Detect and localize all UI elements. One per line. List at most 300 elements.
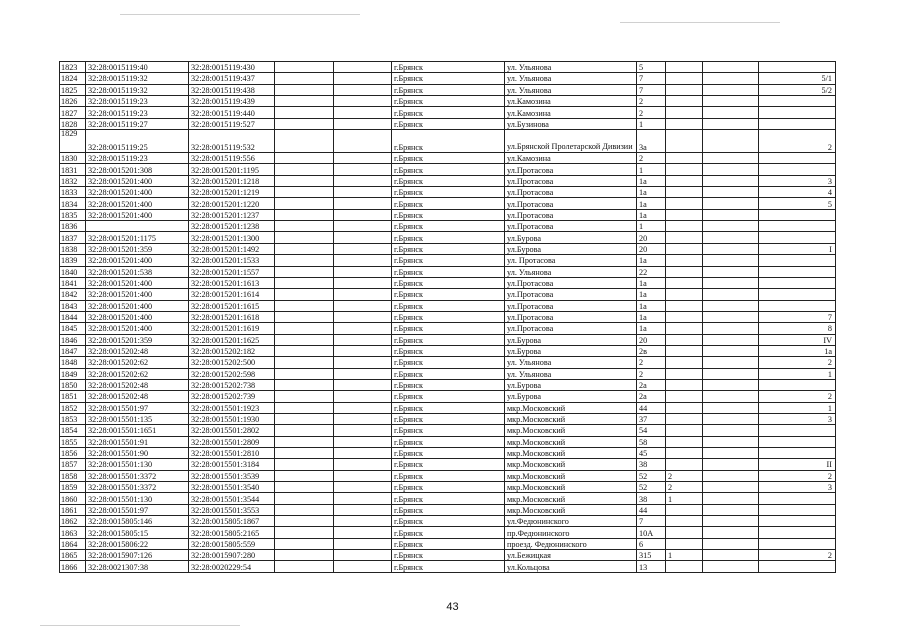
parcel-cadastral-number-cell: 32:28:0015202:62 bbox=[86, 357, 189, 368]
room-number-cell bbox=[759, 504, 836, 515]
street-cell: ул.Камозина bbox=[505, 107, 637, 118]
parcel-cadastral-number-cell: 32:28:0015201:538 bbox=[86, 266, 189, 277]
house-number-cell: 1а bbox=[637, 300, 666, 311]
street-cell: мкр.Московский bbox=[505, 425, 637, 436]
blank-column-a-cell bbox=[275, 436, 334, 447]
house-number-cell: 37 bbox=[637, 413, 666, 424]
table-row bbox=[60, 118, 836, 129]
table-row bbox=[60, 130, 836, 153]
object-cadastral-number-cell: 32:28:0015202:738 bbox=[189, 379, 275, 390]
object-cadastral-number-cell: 32:28:0015202:598 bbox=[189, 368, 275, 379]
street-cell: мкр.Московский bbox=[505, 448, 637, 459]
house-number-cell: 2 bbox=[637, 368, 666, 379]
object-cadastral-number-cell: 32:28:0015201:1614 bbox=[189, 289, 275, 300]
street-cell: ул.Протасова bbox=[505, 289, 637, 300]
blank-column-b-cell bbox=[334, 391, 392, 402]
street-cell: ул.Протасова bbox=[505, 175, 637, 186]
row-number-cell: 1848 bbox=[60, 357, 86, 368]
blank-column-a-cell bbox=[275, 368, 334, 379]
apartment-number-cell bbox=[703, 96, 759, 107]
object-cadastral-number-cell: 32:28:0015501:3553 bbox=[189, 504, 275, 515]
room-number-cell bbox=[759, 255, 836, 266]
street-cell: мкр.Московский bbox=[505, 413, 637, 424]
building-number-cell bbox=[666, 175, 703, 186]
object-cadastral-number-cell: 32:28:0015501:2810 bbox=[189, 448, 275, 459]
parcel-cadastral-number-cell: 32:28:0015201:400 bbox=[86, 277, 189, 288]
house-number-cell: 6 bbox=[637, 538, 666, 549]
object-cadastral-number-cell: 32:28:0015201:1219 bbox=[189, 187, 275, 198]
city-cell: г.Брянск bbox=[392, 504, 505, 515]
blank-column-a-cell bbox=[275, 300, 334, 311]
city-cell: г.Брянск bbox=[392, 118, 505, 129]
row-number-cell: 1830 bbox=[60, 153, 86, 164]
blank-column-b-cell bbox=[334, 175, 392, 186]
city-cell: г.Брянск bbox=[392, 357, 505, 368]
house-number-cell: 45 bbox=[637, 448, 666, 459]
blank-column-b-cell bbox=[334, 470, 392, 481]
room-number-cell bbox=[759, 107, 836, 118]
building-number-cell bbox=[666, 311, 703, 322]
blank-column-a-cell bbox=[275, 73, 334, 84]
parcel-cadastral-number-cell: 32:28:0015119:23 bbox=[86, 153, 189, 164]
row-number-cell: 1846 bbox=[60, 334, 86, 345]
blank-column-b-cell bbox=[334, 550, 392, 561]
parcel-cadastral-number-cell: 32:28:0015501:91 bbox=[86, 436, 189, 447]
blank-column-b-cell bbox=[334, 448, 392, 459]
city-cell: г.Брянск bbox=[392, 311, 505, 322]
parcel-cadastral-number-cell: 32:28:0015202:48 bbox=[86, 345, 189, 356]
row-number-cell: 1859 bbox=[60, 482, 86, 493]
blank-column-a-cell bbox=[275, 232, 334, 243]
blank-column-b-cell bbox=[334, 73, 392, 84]
blank-column-a-cell bbox=[275, 96, 334, 107]
building-number-cell bbox=[666, 436, 703, 447]
blank-column-b-cell bbox=[334, 232, 392, 243]
building-number-cell bbox=[666, 345, 703, 356]
table-row bbox=[60, 107, 836, 118]
apartment-number-cell bbox=[703, 62, 759, 73]
row-number-cell: 1839 bbox=[60, 255, 86, 266]
building-number-cell bbox=[666, 448, 703, 459]
row-number-cell: 1865 bbox=[60, 550, 86, 561]
building-number-cell bbox=[666, 187, 703, 198]
street-cell: ул.Камозина bbox=[505, 153, 637, 164]
street-cell: ул.Федюнинского bbox=[505, 516, 637, 527]
parcel-cadastral-number-cell: 32:28:0015907:126 bbox=[86, 550, 189, 561]
blank-column-b-cell bbox=[334, 459, 392, 470]
object-cadastral-number-cell: 32:28:0015805:1867 bbox=[189, 516, 275, 527]
street-cell: мкр.Московский bbox=[505, 459, 637, 470]
table-row bbox=[60, 527, 836, 538]
row-number-cell: 1826 bbox=[60, 96, 86, 107]
blank-column-a-cell bbox=[275, 221, 334, 232]
parcel-cadastral-number-cell bbox=[86, 221, 189, 232]
house-number-cell: 52 bbox=[637, 482, 666, 493]
object-cadastral-number-cell: 32:28:0015501:3540 bbox=[189, 482, 275, 493]
blank-column-a-cell bbox=[275, 459, 334, 470]
apartment-number-cell bbox=[703, 527, 759, 538]
room-number-cell: 4 bbox=[759, 187, 836, 198]
city-cell: г.Брянск bbox=[392, 402, 505, 413]
house-number-cell: 22 bbox=[637, 266, 666, 277]
blank-column-a-cell bbox=[275, 334, 334, 345]
street-cell: ул.Бузинова bbox=[505, 118, 637, 129]
row-number-cell: 1832 bbox=[60, 175, 86, 186]
room-number-cell: 5/2 bbox=[759, 84, 836, 95]
building-number-cell bbox=[666, 209, 703, 220]
house-number-cell: 1а bbox=[637, 209, 666, 220]
object-cadastral-number-cell: 32:28:0015805:559 bbox=[189, 538, 275, 549]
building-number-cell bbox=[666, 164, 703, 175]
blank-column-b-cell bbox=[334, 209, 392, 220]
house-number-cell: 1 bbox=[637, 164, 666, 175]
row-number-cell: 1854 bbox=[60, 425, 86, 436]
blank-column-a-cell bbox=[275, 175, 334, 186]
table-row bbox=[60, 538, 836, 549]
table-row bbox=[60, 311, 836, 322]
city-cell: г.Брянск bbox=[392, 516, 505, 527]
blank-column-b-cell bbox=[334, 402, 392, 413]
table-row bbox=[60, 221, 836, 232]
house-number-cell: 38 bbox=[637, 493, 666, 504]
apartment-number-cell bbox=[703, 504, 759, 515]
row-number-cell: 1847 bbox=[60, 345, 86, 356]
records-table-body bbox=[60, 62, 836, 573]
city-cell: г.Брянск bbox=[392, 334, 505, 345]
street-cell: мкр.Московский bbox=[505, 493, 637, 504]
street-cell: ул.Бурова bbox=[505, 334, 637, 345]
room-number-cell: 7 bbox=[759, 311, 836, 322]
apartment-number-cell bbox=[703, 118, 759, 129]
apartment-number-cell bbox=[703, 277, 759, 288]
blank-column-a-cell bbox=[275, 311, 334, 322]
blank-column-b-cell bbox=[334, 266, 392, 277]
building-number-cell bbox=[666, 221, 703, 232]
blank-column-b-cell bbox=[334, 243, 392, 254]
row-number-cell: 1837 bbox=[60, 232, 86, 243]
apartment-number-cell bbox=[703, 368, 759, 379]
object-cadastral-number-cell: 32:28:0015201:1195 bbox=[189, 164, 275, 175]
parcel-cadastral-number-cell: 32:28:0015119:27 bbox=[86, 118, 189, 129]
object-cadastral-number-cell: 32:28:0015119:527 bbox=[189, 118, 275, 129]
table-row bbox=[60, 357, 836, 368]
blank-column-a-cell bbox=[275, 493, 334, 504]
city-cell: г.Брянск bbox=[392, 300, 505, 311]
parcel-cadastral-number-cell: 32:28:0015501:90 bbox=[86, 448, 189, 459]
row-number-cell: 1831 bbox=[60, 164, 86, 175]
room-number-cell: 8 bbox=[759, 323, 836, 334]
blank-column-b-cell bbox=[334, 538, 392, 549]
house-number-cell: 3а bbox=[637, 130, 666, 153]
apartment-number-cell bbox=[703, 198, 759, 209]
apartment-number-cell bbox=[703, 379, 759, 390]
city-cell: г.Брянск bbox=[392, 277, 505, 288]
row-number-cell: 1851 bbox=[60, 391, 86, 402]
house-number-cell: 1а bbox=[637, 289, 666, 300]
room-number-cell bbox=[759, 516, 836, 527]
city-cell: г.Брянск bbox=[392, 527, 505, 538]
row-number-cell: 1845 bbox=[60, 323, 86, 334]
apartment-number-cell bbox=[703, 266, 759, 277]
blank-column-a-cell bbox=[275, 209, 334, 220]
parcel-cadastral-number-cell: 32:28:0015201:400 bbox=[86, 175, 189, 186]
house-number-cell: 20 bbox=[637, 243, 666, 254]
table-row bbox=[60, 153, 836, 164]
object-cadastral-number-cell: 32:28:0015201:1615 bbox=[189, 300, 275, 311]
street-cell: ул.Протасова bbox=[505, 198, 637, 209]
blank-column-b-cell bbox=[334, 96, 392, 107]
house-number-cell: 13 bbox=[637, 561, 666, 572]
house-number-cell: 2 bbox=[637, 107, 666, 118]
object-cadastral-number-cell: 32:28:0015119:556 bbox=[189, 153, 275, 164]
table-row bbox=[60, 84, 836, 95]
apartment-number-cell bbox=[703, 323, 759, 334]
table-row bbox=[60, 504, 836, 515]
object-cadastral-number-cell: 32:28:0015119:439 bbox=[189, 96, 275, 107]
building-number-cell bbox=[666, 527, 703, 538]
blank-column-b-cell bbox=[334, 379, 392, 390]
room-number-cell: 2 bbox=[759, 391, 836, 402]
building-number-cell bbox=[666, 391, 703, 402]
blank-column-b-cell bbox=[334, 561, 392, 572]
row-number-cell: 1836 bbox=[60, 221, 86, 232]
apartment-number-cell bbox=[703, 300, 759, 311]
city-cell: г.Брянск bbox=[392, 73, 505, 84]
blank-column-b-cell bbox=[334, 187, 392, 198]
building-number-cell bbox=[666, 334, 703, 345]
house-number-cell: 7 bbox=[637, 84, 666, 95]
street-cell: ул.Протасова bbox=[505, 311, 637, 322]
row-number-cell: 1862 bbox=[60, 516, 86, 527]
object-cadastral-number-cell: 32:28:0015201:1492 bbox=[189, 243, 275, 254]
parcel-cadastral-number-cell: 32:28:0015119:40 bbox=[86, 62, 189, 73]
room-number-cell bbox=[759, 164, 836, 175]
house-number-cell: 2 bbox=[637, 153, 666, 164]
apartment-number-cell bbox=[703, 164, 759, 175]
building-number-cell bbox=[666, 84, 703, 95]
house-number-cell: 5 bbox=[637, 62, 666, 73]
blank-column-a-cell bbox=[275, 345, 334, 356]
object-cadastral-number-cell: 32:28:0015202:739 bbox=[189, 391, 275, 402]
blank-column-a-cell bbox=[275, 538, 334, 549]
blank-column-b-cell bbox=[334, 527, 392, 538]
parcel-cadastral-number-cell: 32:28:0015501:3372 bbox=[86, 470, 189, 481]
table-row bbox=[60, 255, 836, 266]
room-number-cell: 1а bbox=[759, 345, 836, 356]
table-row bbox=[60, 391, 836, 402]
street-cell: ул. Протасова bbox=[505, 255, 637, 266]
street-cell: ул.Протасова bbox=[505, 323, 637, 334]
row-number-cell: 1853 bbox=[60, 413, 86, 424]
blank-column-b-cell bbox=[334, 289, 392, 300]
object-cadastral-number-cell: 32:28:0015501:2809 bbox=[189, 436, 275, 447]
parcel-cadastral-number-cell: 32:28:0015202:62 bbox=[86, 368, 189, 379]
building-number-cell bbox=[666, 425, 703, 436]
apartment-number-cell bbox=[703, 425, 759, 436]
room-number-cell: 2 bbox=[759, 470, 836, 481]
parcel-cadastral-number-cell: 32:28:0015119:32 bbox=[86, 84, 189, 95]
room-number-cell bbox=[759, 277, 836, 288]
parcel-cadastral-number-cell: 32:28:0015119:25 bbox=[86, 130, 189, 153]
room-number-cell: 3 bbox=[759, 482, 836, 493]
blank-column-a-cell bbox=[275, 357, 334, 368]
street-cell: ул. Ульянова bbox=[505, 84, 637, 95]
blank-column-a-cell bbox=[275, 425, 334, 436]
building-number-cell bbox=[666, 153, 703, 164]
row-number-cell: 1856 bbox=[60, 448, 86, 459]
row-number-cell: 1834 bbox=[60, 198, 86, 209]
street-cell: ул. Ульянова bbox=[505, 357, 637, 368]
apartment-number-cell bbox=[703, 209, 759, 220]
blank-column-b-cell bbox=[334, 221, 392, 232]
blank-column-a-cell bbox=[275, 84, 334, 95]
building-number-cell bbox=[666, 73, 703, 84]
city-cell: г.Брянск bbox=[392, 107, 505, 118]
table-row bbox=[60, 266, 836, 277]
row-number-cell: 1825 bbox=[60, 84, 86, 95]
object-cadastral-number-cell: 32:28:0015201:1300 bbox=[189, 232, 275, 243]
row-number-cell: 1842 bbox=[60, 289, 86, 300]
building-number-cell bbox=[666, 243, 703, 254]
city-cell: г.Брянск bbox=[392, 209, 505, 220]
house-number-cell: 20 bbox=[637, 334, 666, 345]
apartment-number-cell bbox=[703, 448, 759, 459]
apartment-number-cell bbox=[703, 243, 759, 254]
parcel-cadastral-number-cell: 32:28:0015806:22 bbox=[86, 538, 189, 549]
row-number-cell: 1829 bbox=[60, 130, 86, 153]
building-number-cell bbox=[666, 289, 703, 300]
table-row bbox=[60, 368, 836, 379]
table-row bbox=[60, 413, 836, 424]
parcel-cadastral-number-cell: 32:28:0015119:23 bbox=[86, 107, 189, 118]
street-cell: ул.Протасова bbox=[505, 221, 637, 232]
building-number-cell: 2 bbox=[666, 470, 703, 481]
street-cell: пр.Федюнинского bbox=[505, 527, 637, 538]
parcel-cadastral-number-cell: 32:28:0021307:38 bbox=[86, 561, 189, 572]
parcel-cadastral-number-cell: 32:28:0015201:400 bbox=[86, 187, 189, 198]
blank-column-a-cell bbox=[275, 243, 334, 254]
house-number-cell: 58 bbox=[637, 436, 666, 447]
table-row bbox=[60, 561, 836, 572]
street-cell: мкр.Московский bbox=[505, 436, 637, 447]
table-row bbox=[60, 96, 836, 107]
house-number-cell: 44 bbox=[637, 402, 666, 413]
house-number-cell: 2 bbox=[637, 357, 666, 368]
row-number-cell: 1841 bbox=[60, 277, 86, 288]
object-cadastral-number-cell: 32:28:0015119:440 bbox=[189, 107, 275, 118]
object-cadastral-number-cell: 32:28:0015201:1220 bbox=[189, 198, 275, 209]
table-row bbox=[60, 459, 836, 470]
parcel-cadastral-number-cell: 32:28:0015202:48 bbox=[86, 379, 189, 390]
object-cadastral-number-cell: 32:28:0015201:1557 bbox=[189, 266, 275, 277]
house-number-cell: 2в bbox=[637, 345, 666, 356]
street-cell: ул.Брянской Пролетарской Дивизии bbox=[505, 130, 637, 153]
blank-column-a-cell bbox=[275, 198, 334, 209]
building-number-cell bbox=[666, 107, 703, 118]
apartment-number-cell bbox=[703, 84, 759, 95]
city-cell: г.Брянск bbox=[392, 482, 505, 493]
blank-column-b-cell bbox=[334, 357, 392, 368]
table-row bbox=[60, 550, 836, 561]
apartment-number-cell bbox=[703, 470, 759, 481]
room-number-cell: 5 bbox=[759, 198, 836, 209]
street-cell: мкр.Московский bbox=[505, 402, 637, 413]
blank-column-b-cell bbox=[334, 118, 392, 129]
object-cadastral-number-cell: 32:28:0015907:280 bbox=[189, 550, 275, 561]
building-number-cell bbox=[666, 323, 703, 334]
blank-column-a-cell bbox=[275, 550, 334, 561]
room-number-cell: 2 bbox=[759, 130, 836, 153]
blank-column-b-cell bbox=[334, 493, 392, 504]
parcel-cadastral-number-cell: 32:28:0015201:359 bbox=[86, 334, 189, 345]
object-cadastral-number-cell: 32:28:0015119:437 bbox=[189, 73, 275, 84]
parcel-cadastral-number-cell: 32:28:0015202:48 bbox=[86, 391, 189, 402]
street-cell: ул.Кольцова bbox=[505, 561, 637, 572]
blank-column-b-cell bbox=[334, 323, 392, 334]
street-cell: ул. Ульянова bbox=[505, 62, 637, 73]
blank-column-b-cell bbox=[334, 255, 392, 266]
row-number-cell: 1824 bbox=[60, 73, 86, 84]
blank-column-a-cell bbox=[275, 482, 334, 493]
city-cell: г.Брянск bbox=[392, 459, 505, 470]
city-cell: г.Брянск bbox=[392, 561, 505, 572]
city-cell: г.Брянск bbox=[392, 345, 505, 356]
room-number-cell bbox=[759, 379, 836, 390]
room-number-cell: 3 bbox=[759, 413, 836, 424]
building-number-cell bbox=[666, 198, 703, 209]
city-cell: г.Брянск bbox=[392, 550, 505, 561]
blank-column-b-cell bbox=[334, 482, 392, 493]
parcel-cadastral-number-cell: 32:28:0015501:130 bbox=[86, 493, 189, 504]
table-row bbox=[60, 345, 836, 356]
row-number-cell: 1860 bbox=[60, 493, 86, 504]
city-cell: г.Брянск bbox=[392, 391, 505, 402]
blank-column-b-cell bbox=[334, 300, 392, 311]
blank-column-b-cell bbox=[334, 516, 392, 527]
parcel-cadastral-number-cell: 32:28:0015119:32 bbox=[86, 73, 189, 84]
blank-column-a-cell bbox=[275, 323, 334, 334]
table-row bbox=[60, 436, 836, 447]
room-number-cell bbox=[759, 209, 836, 220]
house-number-cell: 1 bbox=[637, 118, 666, 129]
table-row bbox=[60, 198, 836, 209]
blank-column-a-cell bbox=[275, 391, 334, 402]
table-row bbox=[60, 209, 836, 220]
building-number-cell: 2 bbox=[666, 482, 703, 493]
street-cell: ул.Протасова bbox=[505, 164, 637, 175]
blank-column-a-cell bbox=[275, 187, 334, 198]
parcel-cadastral-number-cell: 32:28:0015201:400 bbox=[86, 209, 189, 220]
object-cadastral-number-cell: 32:28:0015119:430 bbox=[189, 62, 275, 73]
table-row bbox=[60, 402, 836, 413]
street-cell: ул.Протасова bbox=[505, 209, 637, 220]
city-cell: г.Брянск bbox=[392, 493, 505, 504]
building-number-cell bbox=[666, 357, 703, 368]
table-row bbox=[60, 187, 836, 198]
building-number-cell bbox=[666, 459, 703, 470]
city-cell: г.Брянск bbox=[392, 96, 505, 107]
parcel-cadastral-number-cell: 32:28:0015201:400 bbox=[86, 300, 189, 311]
room-number-cell bbox=[759, 266, 836, 277]
blank-column-b-cell bbox=[334, 153, 392, 164]
apartment-number-cell bbox=[703, 413, 759, 424]
city-cell: г.Брянск bbox=[392, 130, 505, 153]
parcel-cadastral-number-cell: 32:28:0015201:359 bbox=[86, 243, 189, 254]
table-row bbox=[60, 300, 836, 311]
table-row bbox=[60, 232, 836, 243]
blank-column-a-cell bbox=[275, 107, 334, 118]
room-number-cell: IV bbox=[759, 334, 836, 345]
